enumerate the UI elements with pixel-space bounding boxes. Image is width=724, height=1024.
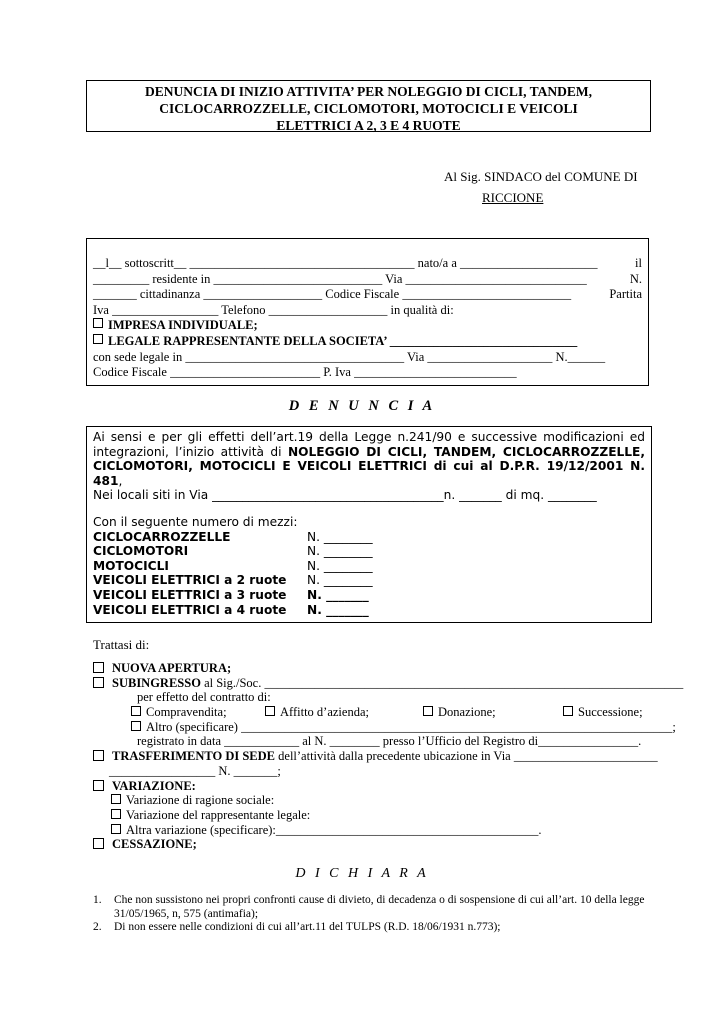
residence-field[interactable]: _________ residente in ___________________________ Via _____________________________ [93, 271, 587, 286]
subscriber-text: Partita [609, 287, 642, 302]
form-title-line1: DENUNCIA DI INIZIO ATTIVITA’ PER NOLEGGIO DI CICLI, TANDEM, [144, 84, 593, 99]
checkbox-icon[interactable] [111, 794, 121, 804]
checkbox-icon[interactable] [131, 721, 141, 731]
option-label: Affitto d’azienda; [280, 705, 369, 720]
option-label: NUOVA APERTURA; [112, 661, 232, 675]
mezzi-row [93, 559, 645, 574]
option-legale[interactable] [93, 334, 642, 350]
option-label: VARIAZIONE: [112, 778, 196, 793]
denuncia-activity: NOLEGGIO DI CICLI, TANDEM, CICLOCARROZZELLE, CICLOMOTORI, MOTOCICLI E VEICOLI ELETTRICI di cui al D.P.R. 19/12/2001 N. 481 [93, 444, 646, 488]
checkbox-icon[interactable] [111, 824, 121, 834]
locali-field[interactable]: Nei locali siti in Via ______________________________________n. _______ di mq. ________ [93, 488, 597, 503]
checkbox-icon[interactable] [93, 677, 104, 688]
altra-variazione-field[interactable]: Altra variazione (specificare):__________________________________________. [126, 822, 542, 837]
option-donazione[interactable] [423, 705, 496, 720]
option-label: Successione; [578, 705, 643, 720]
option-label: Variazione di ragione sociale: [126, 793, 275, 808]
mezzi-row [93, 588, 645, 603]
checkbox-icon[interactable] [93, 334, 103, 344]
option-subingresso[interactable] [93, 676, 683, 691]
heading-dichiara: D I C H I A R A [295, 866, 429, 881]
altro-field[interactable]: Altro (specificare) _____________________________________________________________________; [146, 719, 676, 734]
mezzi-label: CICLOMOTORI [93, 544, 189, 559]
trattasi-options [93, 661, 683, 852]
checkbox-icon[interactable] [563, 706, 573, 716]
mezzi-label: MOTOCICLI [93, 558, 169, 573]
mezzi-count-field[interactable]: N. ________ [307, 558, 373, 573]
subingresso-field[interactable]: al Sig./Soc. ___________________________________________________________________ [200, 675, 684, 690]
mezzi-intro: Con il seguente numero di mezzi: [93, 514, 298, 529]
subscriber-text: il [635, 256, 642, 270]
option-compravendita[interactable] [131, 705, 227, 719]
option-impresa[interactable] [93, 318, 642, 334]
denuncia-text: Ai sensi e per gli effetti dell’art.19 della Legge n.241/90 e successive modificazioni ed integrazioni, l’inizio attività di [93, 430, 645, 459]
denuncia-paragraph [93, 430, 645, 488]
subscriber-line [93, 365, 642, 381]
subscriber-line [93, 256, 642, 272]
option-legale-label: LEGALE RAPPRESENTANTE DELLA SOCIETA’ ______________________________ [108, 333, 578, 348]
checkbox-icon[interactable] [111, 809, 121, 819]
subscriber-text: N. [629, 271, 642, 286]
dichiara-list [93, 894, 645, 935]
subscriber-box [86, 238, 649, 386]
mezzi-row [93, 544, 645, 559]
citizenship-field[interactable]: _______ cittadinanza ___________________ Codice Fiscale ___________________________ [93, 287, 572, 302]
legal-seat-field[interactable]: con sede legale in ___________________________________ Via ____________________ N.______ [93, 349, 606, 364]
form-title-line2: CICLOCARROZZELLE, CICLOMOTORI, MOTOCICLI E VEICOLI [159, 101, 578, 116]
heading-denuncia: D E N U N C I A [288, 398, 436, 414]
denuncia-text: , [118, 473, 123, 488]
mezzi-count-field[interactable]: N. ________ [307, 544, 373, 559]
option-variazione[interactable] [93, 779, 683, 794]
option-label: Donazione; [438, 705, 496, 720]
trattasi-heading: Trattasi di: [93, 637, 150, 652]
subscriber-line [93, 272, 642, 288]
checkbox-icon[interactable] [93, 838, 104, 849]
option-label: CESSAZIONE; [112, 837, 197, 852]
list-text: Che non sussistono nei propri confronti cause di divieto, di decadenza o di sospensione di cui all’art. 10 della legge 31/05/1965, n, 575 (antimafia); [114, 894, 645, 920]
option-label: Compravendita; [146, 705, 227, 720]
checkbox-icon[interactable] [93, 662, 104, 673]
mezzi-count-field[interactable]: N. ________ [307, 529, 373, 544]
checkbox-icon[interactable] [93, 780, 104, 791]
list-item [93, 894, 645, 921]
addressee [444, 166, 638, 208]
option-var-legale[interactable] [93, 808, 683, 823]
denuncia-box [86, 426, 652, 623]
addressee-city: RICCIONE [482, 190, 544, 205]
registration-field[interactable]: registrato in data ____________ al N. ________ presso l’Ufficio del Registro di________________. [137, 734, 642, 749]
contract-options [93, 705, 645, 720]
option-var-altra[interactable] [93, 823, 683, 838]
option-trasferimento[interactable] [93, 749, 683, 764]
mezzi-label: VEICOLI ELETTRICI a 4 ruote [93, 602, 287, 617]
list-number: 1. [93, 894, 102, 906]
trasferimento-field[interactable]: dell’attività dalla precedente ubicazione in Via _______________________ [275, 749, 658, 764]
list-number: 2. [93, 921, 102, 933]
form-title-line3: ELETTRICI A 2, 3 E 4 RUOTE [276, 118, 461, 133]
checkbox-icon[interactable] [423, 706, 433, 716]
fiscal-code-field[interactable]: Codice Fiscale ________________________ P. Iva __________________________ [93, 365, 517, 380]
mezzi-row [93, 603, 645, 618]
addressee-line: Al Sig. SINDACO del COMUNE DI [444, 169, 638, 184]
subscriber-name-field[interactable]: __l__ sottoscritt__ ____________________________________ nato/a a ______________________ [93, 256, 598, 270]
checkbox-icon[interactable] [131, 706, 141, 716]
mezzi-row [93, 573, 645, 588]
checkbox-icon[interactable] [265, 706, 275, 716]
list-item [93, 921, 645, 935]
trasferimento-field-cont[interactable]: _________________ N. _______; [109, 763, 281, 778]
mezzi-list [93, 515, 645, 617]
option-label: SUBINGRESSO [112, 675, 201, 690]
form-title-box [86, 80, 651, 132]
subscriber-line [93, 350, 642, 366]
option-cessazione[interactable] [93, 837, 683, 852]
option-affitto[interactable] [265, 705, 369, 720]
mezzi-count-field[interactable]: N. ________ [307, 573, 373, 588]
subscriber-line [93, 287, 642, 303]
mezzi-row [93, 530, 645, 545]
option-label: Variazione del rappresentante legale: [126, 807, 311, 822]
mezzi-label: CICLOCARROZZELLE [93, 529, 231, 544]
option-nuova-apertura[interactable] [93, 661, 683, 676]
option-altro[interactable] [93, 720, 683, 735]
mezzi-count-field[interactable]: N. _______ [307, 602, 369, 617]
option-successione[interactable] [563, 705, 643, 720]
checkbox-icon[interactable] [93, 318, 103, 328]
option-label: TRASFERIMENTO DI SEDE [112, 749, 276, 764]
option-impresa-label: IMPRESA INDIVIDUALE; [108, 318, 258, 333]
option-var-ragione[interactable] [93, 793, 683, 808]
contract-intro: per effetto del contratto di: [137, 690, 271, 705]
subscriber-line [93, 303, 642, 319]
mezzi-count-field[interactable]: N. _______ [307, 587, 369, 602]
vat-phone-field[interactable]: Iva _________________ Telefono ___________________ in qualità di: [93, 302, 454, 317]
mezzi-label: VEICOLI ELETTRICI a 3 ruote [93, 587, 287, 602]
mezzi-label: VEICOLI ELETTRICI a 2 ruote [93, 573, 287, 588]
checkbox-icon[interactable] [93, 750, 104, 761]
list-text: Di non essere nelle condizioni di cui all’art.11 del TULPS (R.D. 18/06/1931 n.773); [114, 921, 501, 933]
